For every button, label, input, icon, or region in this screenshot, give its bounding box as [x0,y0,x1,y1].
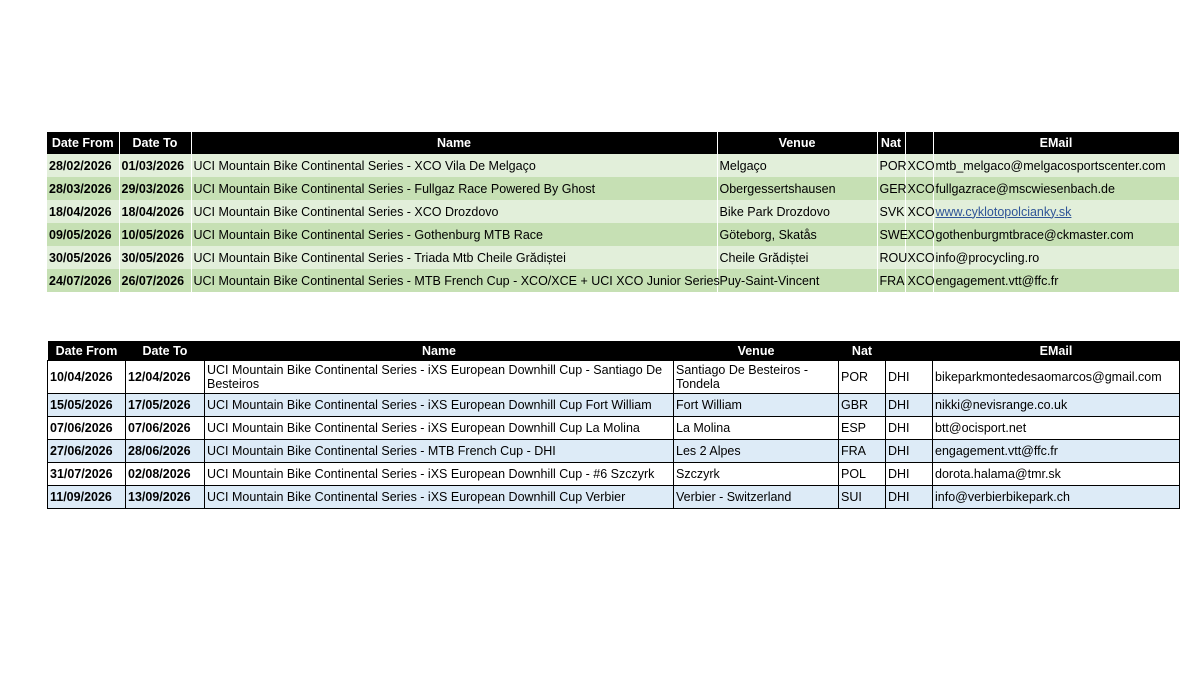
date-from: 07/06/2026 [48,417,126,440]
discipline: XCO [905,223,933,246]
nation: POL [839,463,886,486]
email-link[interactable] [933,200,1179,223]
event-name: UCI Mountain Bike Continental Series - MTB French Cup - DHI [205,440,674,463]
email: info@procycling.ro [933,246,1179,269]
date-from: 31/07/2026 [48,463,126,486]
event-name: UCI Mountain Bike Continental Series - XCO Drozdovo [191,200,717,223]
header-venue: Venue [717,132,877,154]
table-row [47,269,1179,292]
nation: FRA [839,440,886,463]
venue: Santiago De Besteiros - Tondela [674,361,839,394]
header-discipline [905,132,933,154]
venue: Bike Park Drozdovo [717,200,877,223]
discipline: DHI [886,463,933,486]
header-date-from: Date From [48,341,126,361]
header-email: EMail [933,341,1180,361]
event-name: UCI Mountain Bike Continental Series - iXS European Downhill Cup - #6 Szczyrk [205,463,674,486]
discipline: XCO [905,154,933,177]
date-to: 10/05/2026 [119,223,191,246]
header-name: Name [191,132,717,154]
date-from: 24/07/2026 [47,269,119,292]
date-to: 26/07/2026 [119,269,191,292]
dhi-events-table [47,341,1180,509]
venue: Göteborg, Skatås [717,223,877,246]
date-to: 12/04/2026 [126,361,205,394]
event-name: UCI Mountain Bike Continental Series - iXS European Downhill Cup La Molina [205,417,674,440]
date-to: 28/06/2026 [126,440,205,463]
date-from: 11/09/2026 [48,486,126,509]
website-link[interactable]: www.cyklotopolcianky.sk [935,204,1072,219]
event-name: UCI Mountain Bike Continental Series - Triada Mtb Cheile Grădiștei [191,246,717,269]
venue: La Molina [674,417,839,440]
date-to: 29/03/2026 [119,177,191,200]
date-to: 17/05/2026 [126,394,205,417]
date-to: 18/04/2026 [119,200,191,223]
header-nat: Nat [877,132,905,154]
discipline: XCO [905,177,933,200]
discipline: DHI [886,486,933,509]
date-from: 10/04/2026 [48,361,126,394]
discipline: XCO [905,269,933,292]
email: dorota.halama@tmr.sk [933,463,1180,486]
email: bikeparkmontedesaomarcos@gmail.com [933,361,1180,394]
table-row [48,417,1180,440]
table-header-row [48,341,1180,361]
email: mtb_melgaco@melgacosportscenter.com [933,154,1179,177]
header-nat: Nat [839,341,886,361]
nation: POR [839,361,886,394]
email: engagement.vtt@ffc.fr [933,269,1179,292]
venue: Les 2 Alpes [674,440,839,463]
date-to: 13/09/2026 [126,486,205,509]
date-from: 15/05/2026 [48,394,126,417]
nation: SUI [839,486,886,509]
header-discipline [886,341,933,361]
date-to: 01/03/2026 [119,154,191,177]
header-date-to: Date To [119,132,191,154]
table-row [48,394,1180,417]
discipline: XCO [905,246,933,269]
email: gothenburgmtbrace@ckmaster.com [933,223,1179,246]
email: engagement.vtt@ffc.fr [933,440,1180,463]
event-name: UCI Mountain Bike Continental Series - iXS European Downhill Cup - Santiago De Besteiros [205,361,674,394]
event-name: UCI Mountain Bike Continental Series - Fullgaz Race Powered By Ghost [191,177,717,200]
xco-events-table [47,132,1180,292]
table-row [48,361,1180,394]
venue: Obergessertshausen [717,177,877,200]
date-from: 28/02/2026 [47,154,119,177]
date-to: 07/06/2026 [126,417,205,440]
event-name: UCI Mountain Bike Continental Series - Gothenburg MTB Race [191,223,717,246]
venue: Puy-Saint-Vincent [717,269,877,292]
date-from: 09/05/2026 [47,223,119,246]
date-to: 02/08/2026 [126,463,205,486]
discipline: DHI [886,361,933,394]
header-date-to: Date To [126,341,205,361]
date-to: 30/05/2026 [119,246,191,269]
table-row [48,486,1180,509]
venue: Cheile Grădiștei [717,246,877,269]
email: nikki@nevisrange.co.uk [933,394,1180,417]
table-row [47,200,1179,223]
table-header-row [47,132,1179,154]
email: info@verbierbikepark.ch [933,486,1180,509]
event-name: UCI Mountain Bike Continental Series - iXS European Downhill Cup Fort William [205,394,674,417]
date-from: 28/03/2026 [47,177,119,200]
header-date-from: Date From [47,132,119,154]
nation: GBR [839,394,886,417]
venue: Verbier - Switzerland [674,486,839,509]
event-name: UCI Mountain Bike Continental Series - XCO Vila De Melgaço [191,154,717,177]
venue: Melgaço [717,154,877,177]
table-row [48,463,1180,486]
discipline: XCO [905,200,933,223]
header-venue: Venue [674,341,839,361]
venue: Szczyrk [674,463,839,486]
nation: POR [877,154,905,177]
date-from: 30/05/2026 [47,246,119,269]
table-row [47,154,1179,177]
header-name: Name [205,341,674,361]
date-from: 18/04/2026 [47,200,119,223]
nation: ESP [839,417,886,440]
table-row [47,246,1179,269]
nation: FRA [877,269,905,292]
email: fullgazrace@mscwiesenbach.de [933,177,1179,200]
nation: ROU [877,246,905,269]
nation: GER [877,177,905,200]
table-row [48,440,1180,463]
nation: SVK [877,200,905,223]
event-name: UCI Mountain Bike Continental Series - iXS European Downhill Cup Verbier [205,486,674,509]
discipline: DHI [886,440,933,463]
discipline: DHI [886,417,933,440]
table-row [47,223,1179,246]
table-row [47,177,1179,200]
header-email: EMail [933,132,1179,154]
nation: SWE [877,223,905,246]
date-from: 27/06/2026 [48,440,126,463]
venue: Fort William [674,394,839,417]
discipline: DHI [886,394,933,417]
email: btt@ocisport.net [933,417,1180,440]
event-name: UCI Mountain Bike Continental Series - MTB French Cup - XCO/XCE + UCI XCO Junior Series [191,269,717,292]
